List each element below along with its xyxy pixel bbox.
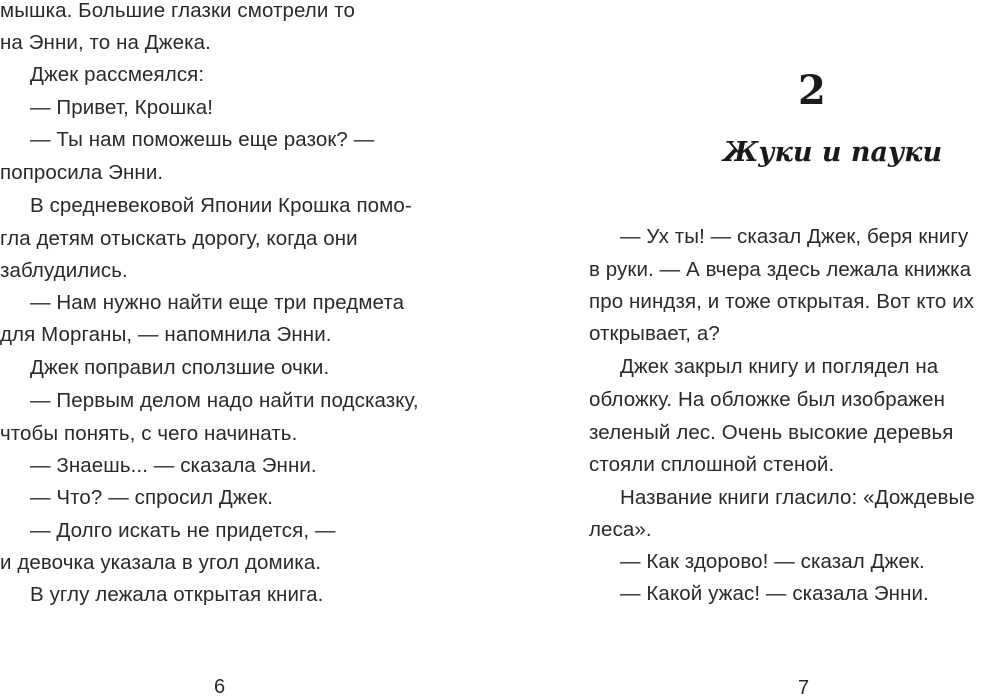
text-line: Джек закрыл книгу и поглядел на <box>620 355 939 378</box>
text-line: леса». <box>589 518 652 541</box>
text-line: попросила Энни. <box>0 161 164 184</box>
text-line: В средневековой Японии Крошка помо- <box>30 194 412 217</box>
chapter-title: Жуки и пауки <box>723 137 943 168</box>
text-line: — Что? — спросил Джек. <box>30 486 274 509</box>
text-line: обложку. На обложке был изображен <box>589 388 946 411</box>
text-line: на Энни, то на Джека. <box>0 31 211 54</box>
left-page <box>0 0 470 698</box>
page-number: 7 <box>798 677 810 699</box>
text-line: Название книги гласило: «Дождевые <box>620 486 975 509</box>
text-line: чтобы понять, с чего начинать. <box>0 422 298 445</box>
text-line: — Нам нужно найти еще три предмета <box>30 291 405 314</box>
text-line: в руки. — А вчера здесь лежала книжка <box>589 258 972 281</box>
text-line: открывает, а? <box>589 322 720 345</box>
text-line: — Первым делом надо найти подсказку, <box>30 389 419 412</box>
text-line: — Как здорово! — сказал Джек. <box>620 550 925 573</box>
text-line: — Привет, Крошка! <box>30 96 214 119</box>
page-number: 6 <box>214 676 226 698</box>
right-page <box>530 0 1000 698</box>
text-line: — Знаешь... — сказала Энни. <box>30 454 317 477</box>
text-line: и девочка указала в угол домика. <box>0 551 322 574</box>
text-line: зеленый лес. Очень высокие деревья <box>589 421 954 444</box>
text-line: — Ты нам поможешь еще разок? — <box>30 128 375 151</box>
text-line: Джек поправил сползшие очки. <box>30 356 330 379</box>
text-line: — Ух ты! — сказал Джек, беря книгу <box>620 225 969 248</box>
chapter-number: 2 <box>798 67 826 114</box>
text-line: — Какой ужас! — сказала Энни. <box>620 582 929 605</box>
text-line: заблудились. <box>0 259 128 282</box>
text-line: В углу лежала открытая книга. <box>30 583 324 606</box>
text-line: стояли сплошной стеной. <box>589 453 835 476</box>
text-line: про ниндзя, и тоже открытая. Вот кто их <box>589 290 975 313</box>
text-line: гла детям отыскать дорогу, когда они <box>0 227 358 250</box>
text-line: мышка. Большие глазки смотрели то <box>0 0 355 22</box>
text-line: — Долго искать не придется, — <box>30 519 336 542</box>
text-line: для Морганы, — напомнила Энни. <box>0 323 332 346</box>
text-line: Джек рассмеялся: <box>30 63 205 86</box>
